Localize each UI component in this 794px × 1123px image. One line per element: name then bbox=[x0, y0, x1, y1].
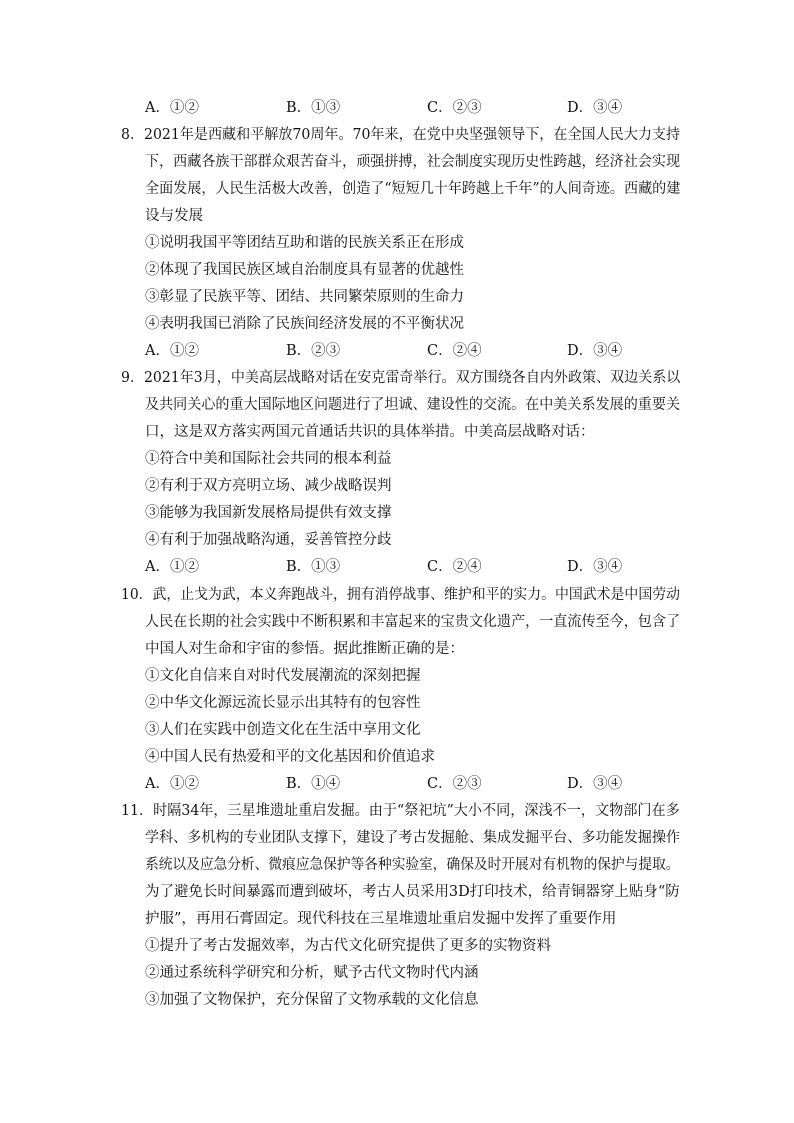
q8-stem-line: 全面发展，人民生活极大改善，创造了“短短几十年跨越上千年”的人间奇迹。西藏的建 bbox=[145, 181, 681, 197]
q10-option-c[interactable]: C．②③ bbox=[427, 776, 482, 792]
q10-option-b[interactable]: B．①④ bbox=[286, 776, 341, 792]
q9-option-b[interactable]: B．①③ bbox=[286, 559, 341, 575]
q10-stem-line: 人民在长期的社会实践中不断积累和丰富起来的宝贵文化遗产，一直流传至今，包含了 bbox=[145, 614, 681, 630]
q8-item: ①说明我国平等团结互助和谐的民族关系正在形成 bbox=[145, 235, 464, 251]
q8-option-b[interactable]: B．②③ bbox=[286, 343, 341, 359]
q10-item: ①文化自信来自对时代发展潮流的深刻把握 bbox=[145, 668, 421, 684]
q11-stem-line: 学科、多机构的专业团队支撑下，建设了考古发掘舱、集成发掘平台、多功能发掘操作 bbox=[145, 830, 681, 846]
q10-stem-line: 10．武，止戈为武，本义奔跑战斗，拥有消停战事、维护和平的实力。中国武术是中国劳动 bbox=[121, 587, 680, 603]
q8-stem-line: 设与发展 bbox=[145, 208, 203, 224]
q8-item: ③彰显了民族平等、团结、共同繁荣原则的生命力 bbox=[145, 289, 464, 305]
q8-item: ④表明我国已消除了民族间经济发展的不平衡状况 bbox=[145, 316, 464, 332]
q8-option-d[interactable]: D．③④ bbox=[567, 343, 623, 359]
q9-option-a[interactable]: A．①② bbox=[145, 559, 199, 575]
q11-stem-line: 11．时隔34年，三星堆遗址重启发掘。由于“祭祀坑”大小不同，深浅不一，文物部门在多 bbox=[121, 803, 680, 819]
q10-item: ③人们在实践中创造文化在生活中享用文化 bbox=[145, 722, 421, 738]
q10-option-d[interactable]: D．③④ bbox=[567, 776, 623, 792]
q8-option-a[interactable]: A．①② bbox=[145, 343, 199, 359]
q11-stem-line: 护服”，再用石膏固定。现代科技在三星堆遗址重启发掘中发挥了重要作用 bbox=[145, 911, 617, 927]
q8-item: ②体现了我国民族区域自治制度具有显著的优越性 bbox=[145, 262, 464, 278]
q11-item: ③加强了文物保护，充分保留了文物承载的文化信息 bbox=[145, 992, 479, 1008]
q9-stem-line: 口，这是双方落实两国元首通话共识的具体举措。中美高层战略对话： bbox=[145, 424, 595, 440]
q8-stem-line: 下，西藏各族干部群众艰苦奋斗，顽强拼搏，社会制度实现历史性跨越，经济社会实现 bbox=[145, 154, 681, 170]
q9-item: ③能够为我国新发展格局提供有效支撑 bbox=[145, 505, 392, 521]
q10-stem-line: 中国人对生命和宇宙的参悟。据此推断正确的是： bbox=[145, 641, 464, 657]
q11-stem-line: 为了避免长时间暴露而遭到破坏，考古人员采用3D打印技术，给青铜器穿上贴身“防 bbox=[145, 884, 680, 900]
q11-item: ①提升了考古发掘效率，为古代文化研究提供了更多的实物资料 bbox=[145, 938, 551, 954]
q9-stem-line: 及共同关心的重大国际地区问题进行了坦诚、建设性的交流。在中美关系发展的重要关 bbox=[145, 397, 681, 413]
q9-item: ④有利于加强战略沟通，妥善管控分歧 bbox=[145, 532, 392, 548]
q7-option-b[interactable]: B．①③ bbox=[286, 100, 341, 116]
q10-item: ②中华文化源远流长显示出其特有的包容性 bbox=[145, 695, 421, 711]
q11-stem-line: 系统以及应急分析、微痕应急保护等各种实验室，确保及时开展对有机物的保护与提取。 bbox=[145, 857, 680, 873]
q7-option-d[interactable]: D．③④ bbox=[567, 100, 623, 116]
q10-item: ④中国人民有热爱和平的文化基因和价值追求 bbox=[145, 749, 435, 765]
q7-option-c[interactable]: C．②③ bbox=[427, 100, 482, 116]
q8-stem-line: 8．2021年是西藏和平解放70周年。70年来，在党中央坚强领导下，在全国人民大力支持 bbox=[121, 127, 681, 143]
q7-option-a[interactable]: A．①② bbox=[145, 100, 199, 116]
q11-item: ②通过系统科学研究和分析，赋予古代文物时代内涵 bbox=[145, 965, 479, 981]
q10-option-a[interactable]: A．①② bbox=[145, 776, 199, 792]
q9-item: ②有利于双方亮明立场、减少战略误判 bbox=[145, 478, 392, 494]
q9-item: ①符合中美和国际社会共同的根本利益 bbox=[145, 451, 392, 467]
q8-option-c[interactable]: C．②④ bbox=[427, 343, 482, 359]
q9-option-c[interactable]: C．②④ bbox=[427, 559, 482, 575]
q9-option-d[interactable]: D．③④ bbox=[567, 559, 623, 575]
q9-stem-line: 9．2021年3月，中美高层战略对话在安克雷奇举行。双方围绕各自内外政策、双边关系以 bbox=[121, 370, 681, 386]
